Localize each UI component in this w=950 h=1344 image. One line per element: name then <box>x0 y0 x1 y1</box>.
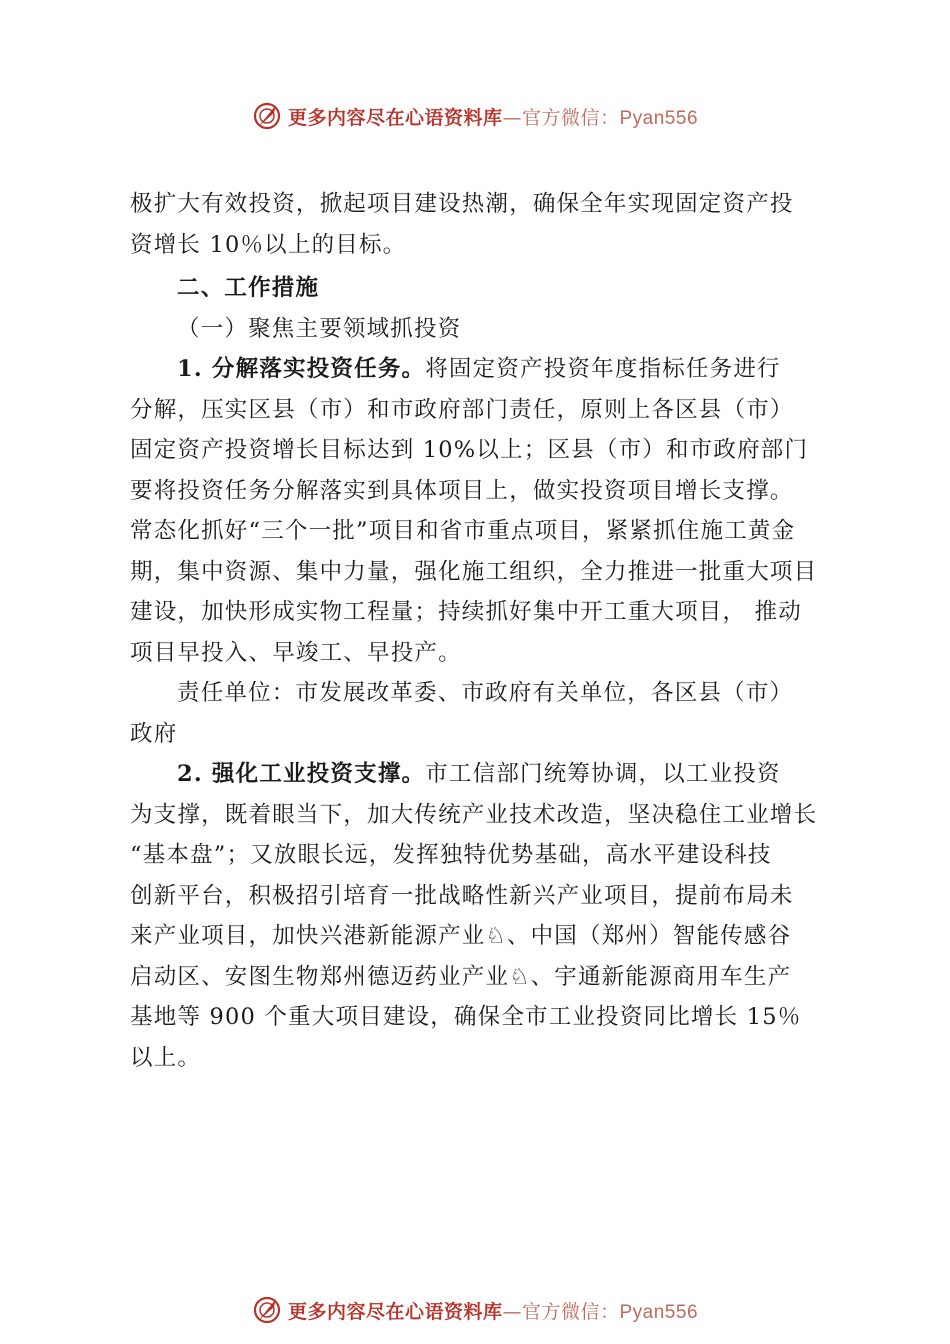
banner-wechat-id: Pyan556 <box>619 1301 699 1323</box>
paragraph-line: 要将投资任务分解落实到具体项目上，做实投资项目增长支撑。 <box>130 477 794 504</box>
paragraph-line: 项目早投入、早竣工、早投产。 <box>130 639 462 666</box>
footer-banner <box>0 1290 950 1330</box>
paragraph-line: 资增长 10％以上的目标。 <box>130 231 407 258</box>
subsection-heading: （一）聚焦主要领域抓投资 <box>177 315 462 342</box>
paragraph-line: 1. 分解落实投资任务。将固定资产投资年度指标任务进行 <box>177 356 781 382</box>
banner-main-text: 更多内容尽在心语资料库 <box>287 1300 503 1323</box>
header-banner <box>0 96 950 136</box>
banner-dash: — <box>502 106 522 129</box>
responsible-unit-line: 政府 <box>130 720 178 747</box>
paragraph-line: 以上。 <box>130 1044 202 1071</box>
banner-sub-text: 官方微信： <box>521 106 620 129</box>
paragraph-line: 常态化抓好“三个一批”项目和省市重点项目，紧紧抓住施工黄金 <box>130 518 796 544</box>
paragraph-line: 建设，加快形成实物工程量；持续抓好集中开工重大项目， 推动 <box>130 599 802 625</box>
paragraph-line: 来产业项目，加快兴港新能源产业♘、中国（郑州）智能传感谷 <box>130 923 792 949</box>
paragraph-line: 期，集中资源、集中力量，强化施工组织，全力推进一批重大项目 <box>130 558 818 585</box>
paragraph-line: 极扩大有效投资，掀起项目建设热潮，确保全年实现固定资产投 <box>130 191 794 217</box>
paragraph-line: 固定资产投资增长目标达到 10%以上；区县（市）和市政府部门 <box>130 437 809 463</box>
section-heading: 二、工作措施 <box>177 275 320 301</box>
item-title: 1. 分解落实投资任务。 <box>177 356 426 382</box>
banner-wechat-id: Pyan556 <box>619 107 699 129</box>
banner-dash: — <box>502 1300 522 1323</box>
paragraph-line: 启动区、安图生物郑州德迈药业产业♘、宇通新能源商用车生产 <box>130 963 792 990</box>
paragraph-line: 为支撑，既着眼当下，加大传统产业技术改造，坚决稳住工业增长 <box>130 801 818 828</box>
paragraph-line: 基地等 900 个重大项目建设，确保全市工业投资同比增长 15％ <box>130 1004 802 1030</box>
document-body <box>130 184 836 1078</box>
paragraph-line: “基本盘”；又放眼长远，发挥独特优势基础，高水平建设科技 <box>130 842 772 868</box>
quill-logo-icon <box>252 101 282 131</box>
quill-logo-icon <box>252 1295 282 1325</box>
item-title: 2. 强化工业投资支撑。 <box>177 761 426 787</box>
responsible-unit-line: 责任单位：市发展改革委、市政府有关单位，各区县（市） <box>177 680 794 706</box>
banner-main-text: 更多内容尽在心语资料库 <box>287 106 503 129</box>
paragraph-line: 分解，压实区县（市）和市政府部门责任，原则上各区县（市） <box>130 396 794 423</box>
paragraph-line: 创新平台，积极招引培育一批战略性新兴产业项目，提前布局未 <box>130 882 794 909</box>
banner-sub-text: 官方微信： <box>521 1300 620 1323</box>
paragraph-line: 2. 强化工业投资支撑。市工信部门统筹协调，以工业投资 <box>177 761 781 787</box>
